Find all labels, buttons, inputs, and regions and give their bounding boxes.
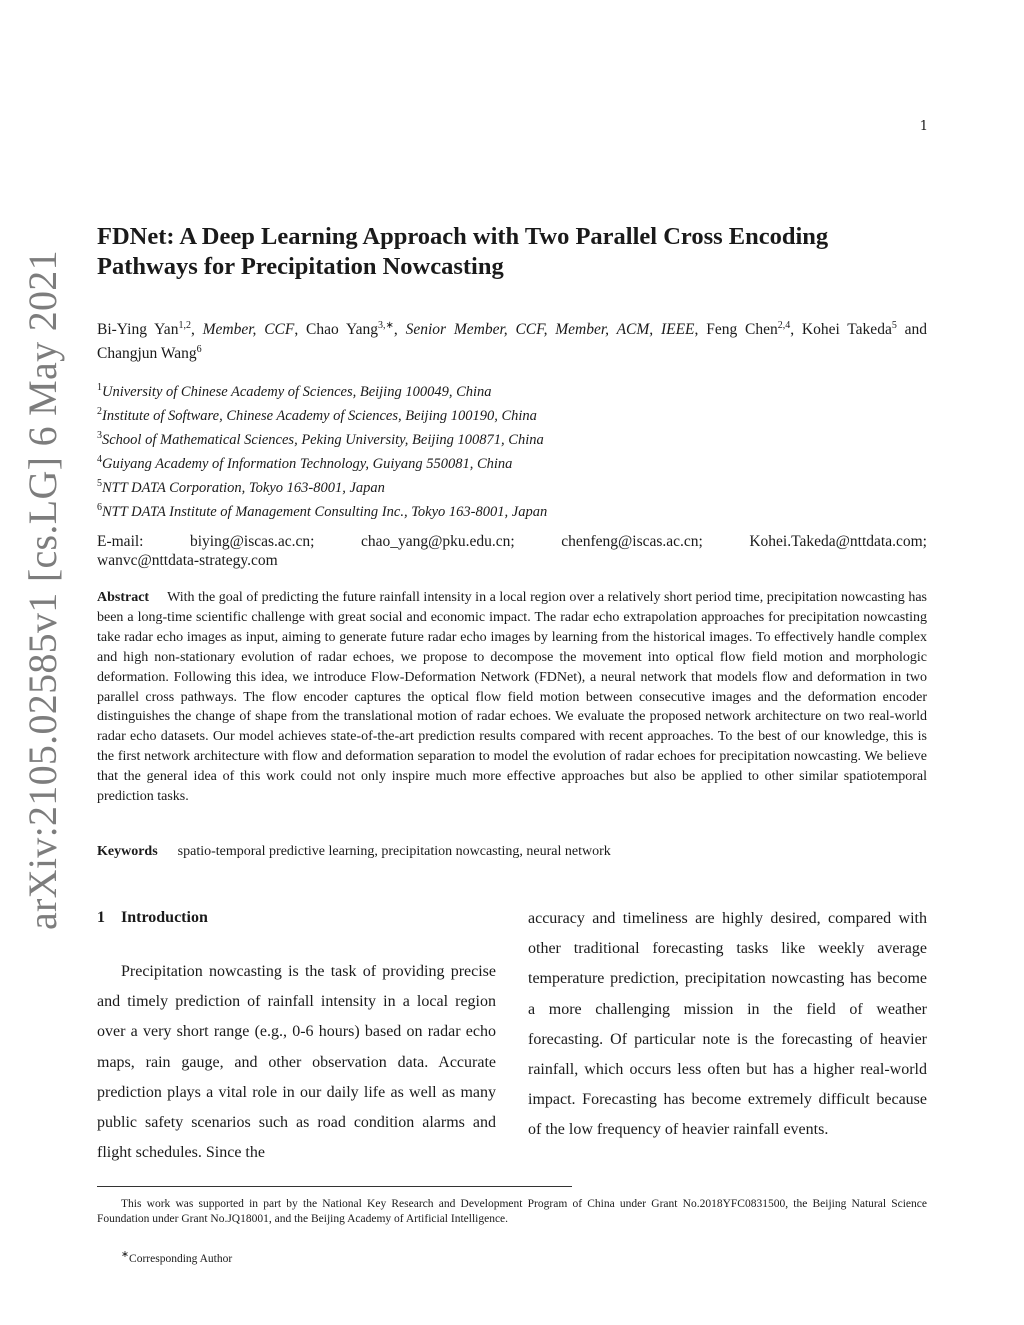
affiliation-number: 3 — [97, 430, 102, 441]
page-number: 1 — [919, 119, 928, 134]
author-name: Bi-Ying Yan — [97, 321, 179, 339]
affiliation-text: School of Mathematical Sciences, Peking University, Beijing 100871, China — [102, 431, 544, 448]
email-address[interactable]: biying@iscas.ac.cn; — [190, 533, 315, 550]
keywords-label: Keywords — [97, 844, 158, 859]
email-label: E-mail: — [97, 533, 144, 550]
affiliation-number: 1 — [97, 382, 102, 393]
author-affiliation-mark: 6 — [196, 344, 202, 356]
funding-footnote: This work was supported in part by the National Key Research and Development Program of China under Grant No.2018YFC0831500, the Beijing Natural Science Foundation under Grant No.JQ18001, and the Beijing Academy of Artificial Intelligence. — [97, 1198, 927, 1225]
affiliation — [97, 472, 927, 496]
section-title: Introduction — [121, 909, 208, 926]
affiliation — [97, 376, 927, 400]
affiliation-text: Institute of Software, Chinese Academy of Sciences, Beijing 100190, China — [102, 407, 537, 424]
paper-title: FDNet: A Deep Learning Approach with Two Parallel Cross Encoding Pathways for Precipitation Nowcasting — [97, 223, 829, 280]
email-address[interactable]: chao_yang@pku.edu.cn; — [360, 533, 515, 550]
author-name: Feng Chen — [706, 321, 778, 339]
author-affiliation-mark: 3,∗ — [378, 320, 394, 331]
author-roles: Member, CCF — [202, 321, 295, 339]
author-affiliation-mark: 5 — [891, 320, 897, 331]
keywords-text: spatio-temporal predictive learning, precipitation nowcasting, neural network — [177, 844, 611, 859]
affiliation — [97, 400, 927, 424]
author-affiliation-mark: 2,4 — [777, 320, 791, 331]
abstract — [97, 588, 927, 807]
affiliation — [97, 424, 927, 448]
affiliation-number: 5 — [97, 478, 102, 489]
affiliation — [97, 448, 927, 472]
arxiv-identifier: arXiv:2105.02585v1 [cs.LG] 6 May 2021 — [20, 250, 65, 930]
affiliation-number: 6 — [97, 502, 102, 513]
affiliation-number: 2 — [97, 406, 102, 417]
keywords — [97, 842, 927, 862]
author-name-part: Takeda — [847, 321, 892, 339]
email-address[interactable]: wanvc@nttdata-strategy.com — [97, 552, 278, 569]
footnote-text: Corresponding Author — [129, 1252, 233, 1265]
intro-left-column: Precipitation nowcasting is the task of providing precise and timely prediction of rainfall intensity in a local region over a very short range (e.g., 0-6 hours) based on radar echo maps, rain gauge, and other observation data. Accurate prediction plays a vital role in our daily life as well as many public safety scenarios such as road condition alarms and flight schedules. Since the — [97, 963, 496, 1162]
author-name: Chao Yang — [306, 321, 379, 339]
affiliation-text: NTT DATA Corporation, Tokyo 163-8001, Japan — [102, 479, 385, 496]
abstract-label: Abstract — [97, 590, 150, 605]
author-name: Changjun Wang — [97, 345, 197, 363]
corresponding-author-footnote — [121, 1247, 951, 1267]
intro-right-column: accuracy and timeliness are highly desired, compared with other traditional forecasting tasks like weekly average temperature prediction, precipitation nowcasting has become a more challenging mission in the field of weather forecasting. Of particular note is the forecasting of heavier rainfall, which occurs less often but has a higher real-world impact. Forecasting has become extremely difficult because of the low frequency of heavier rainfall events. — [528, 910, 927, 1139]
footnote-mark: ∗ — [121, 1249, 130, 1260]
author-list: Bi-Ying Yan$^{1,2}$, Member, CCF, Chao Yang$^{3,∗}$, Senior Member, CCF, Member, ACM, IEEE, Feng Chen$^{2,4}$, Kohei Takeda$^5$ and Changjun Wang$^6$ — [97, 320, 928, 363]
affiliation-text: Guiyang Academy of Information Technology, Guiyang 550081, China — [102, 455, 513, 472]
section-number: 1 — [97, 909, 105, 926]
affiliation — [97, 496, 927, 520]
abstract-text: With the goal of predicting the future rainfall intensity in a local region over a relatively short period time, precipitation nowcasting has been a long-time scientific challenge with great social and economic impact. The radar echo extrapolation approaches for precipitation nowcasting take radar echo images as input, aiming to generate future radar echo images by learning from the historical images. To effectively handle complex and high non-stationary evolution of radar echoes, we propose to decompose the movement into optical flow field motion and morphologic deformation. Following this idea, we introduce Flow-Deformation Network (FDNet), a neural network that models flow and deformation in two parallel cross pathways. The flow encoder captures the optical flow field motion between consecutive images and the deformation encoder distinguishes the change of shape from the translational motion of radar echoes. We evaluate the proposed network architecture on two real-world radar echo datasets. Our model achieves state-of-the-art prediction results compared with recent approaches. To the best of our knowledge, this is the first network architecture with flow and deformation separation to model the evolution of radar echoes for precipitation nowcasting. We believe that the general idea of this work could not only inspire much more effective approaches but also be applied to other similar spatiotemporal prediction tasks. — [97, 590, 927, 805]
affiliation-list — [97, 376, 927, 520]
affiliation-text: University of Chinese Academy of Sciences, Beijing 100049, China — [102, 383, 492, 400]
author-roles: Senior Member, CCF, Member, ACM, IEEE — [405, 321, 695, 339]
email-address[interactable]: Kohei.Takeda@nttdata.com; — [749, 533, 927, 550]
email-block — [97, 532, 927, 570]
author-affiliation-mark: 1,2 — [178, 320, 191, 331]
affiliation-number: 4 — [97, 454, 102, 465]
section-heading — [97, 909, 208, 927]
email-address[interactable]: chenfeng@iscas.ac.cn; — [561, 533, 703, 550]
affiliation-text: NTT DATA Institute of Management Consulting Inc., Tokyo 163-8001, Japan — [102, 503, 548, 520]
author-name-part: Kohei — [801, 321, 840, 339]
author-conjunction: and — [904, 321, 928, 339]
footnote-divider — [97, 1186, 572, 1187]
